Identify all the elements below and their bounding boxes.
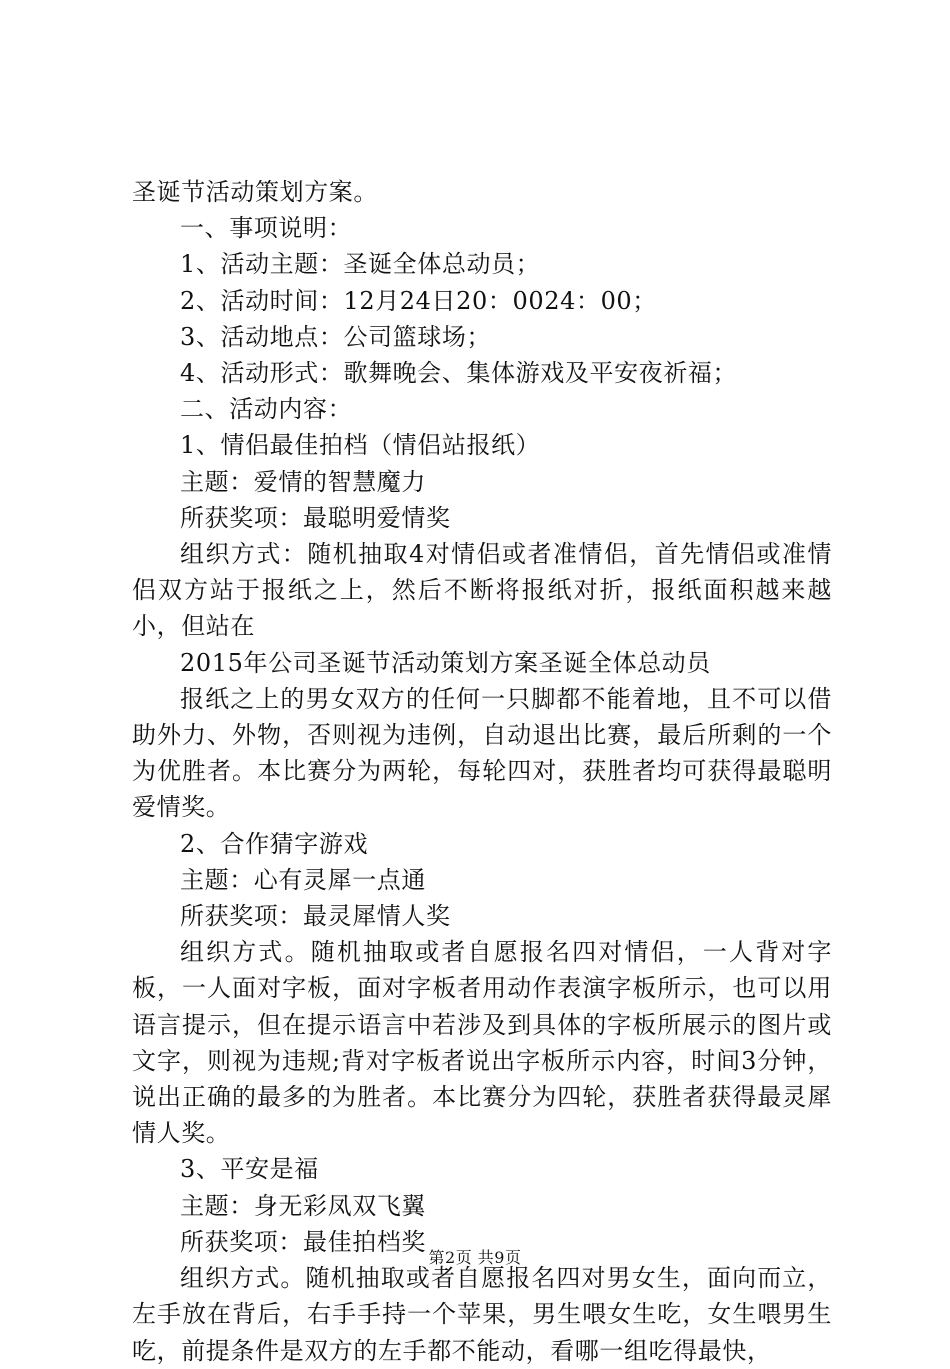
page-number-footer: 第2页 共9页	[428, 1248, 522, 1267]
paragraph: 2、合作猜字游戏	[180, 829, 369, 858]
paragraph: 2015年公司圣诞节活动策划方案圣诞全体总动员	[180, 648, 711, 677]
paragraph: 所获奖项：最聪明爱情奖	[180, 503, 451, 532]
paragraph: 所获奖项：最佳拍档奖	[180, 1227, 426, 1256]
paragraph: 4、活动形式：歌舞晚会、集体游戏及平安夜祈福；	[180, 359, 738, 388]
paragraph: 主题：爱情的智慧魔力	[180, 467, 426, 496]
paragraph: 组织方式。随机抽取或者自愿报名四对男女生，面向而立，左手放在背后，右手手持一个苹果，男生喂女生吃，女生喂男生吃，前提条件是双方的左手都不能动，看哪一组吃得最快，	[132, 1264, 832, 1365]
paragraph: 主题：心有灵犀一点通	[180, 865, 426, 894]
section-heading: 二、活动内容：	[180, 395, 353, 424]
section-heading: 一、事项说明：	[180, 214, 353, 243]
paragraph: 主题：身无彩凤双飞翼	[180, 1191, 426, 1220]
document-body	[132, 174, 832, 1369]
paragraph: 组织方式：随机抽取4对情侣或者准情侣，首先情侣或准情侣双方站于报纸之上，然后不断将报纸对折，报纸面积越来越小，但站在	[132, 540, 832, 641]
paragraph: 1、活动主题：圣诞全体总动员；	[180, 250, 541, 279]
paragraph: 3、活动地点：公司篮球场；	[180, 322, 492, 351]
paragraph: 1、情侣最佳拍档（情侣站报纸）	[180, 431, 541, 460]
paragraph: 报纸之上的男女双方的任何一只脚都不能着地，且不可以借助外力、外物，否则视为违例，自动退出比赛，最后所剩的一个为优胜者。本比赛分为两轮，每轮四对，获胜者均可获得最聪明爱情奖。	[132, 684, 832, 822]
paragraph: 组织方式。随机抽取或者自愿报名四对情侣，一人背对字板，一人面对字板，面对字板者用动作表演字板所示，也可以用语言提示，但在提示语言中若涉及到具体的字板所展示的图片或文字，则视为违规;背对字板者说出字板所示内容，时间3分钟，说出正确的最多的为胜者。本比赛分为四轮，获胜者获得最灵犀情人奖。	[132, 938, 832, 1148]
paragraph: 2、活动时间：12月24日20：0024：00；	[180, 286, 657, 315]
paragraph: 所获奖项：最灵犀情人奖	[180, 902, 451, 931]
paragraph: 3、平安是福	[180, 1155, 319, 1184]
paragraph: 圣诞节活动策划方案。	[132, 178, 378, 206]
